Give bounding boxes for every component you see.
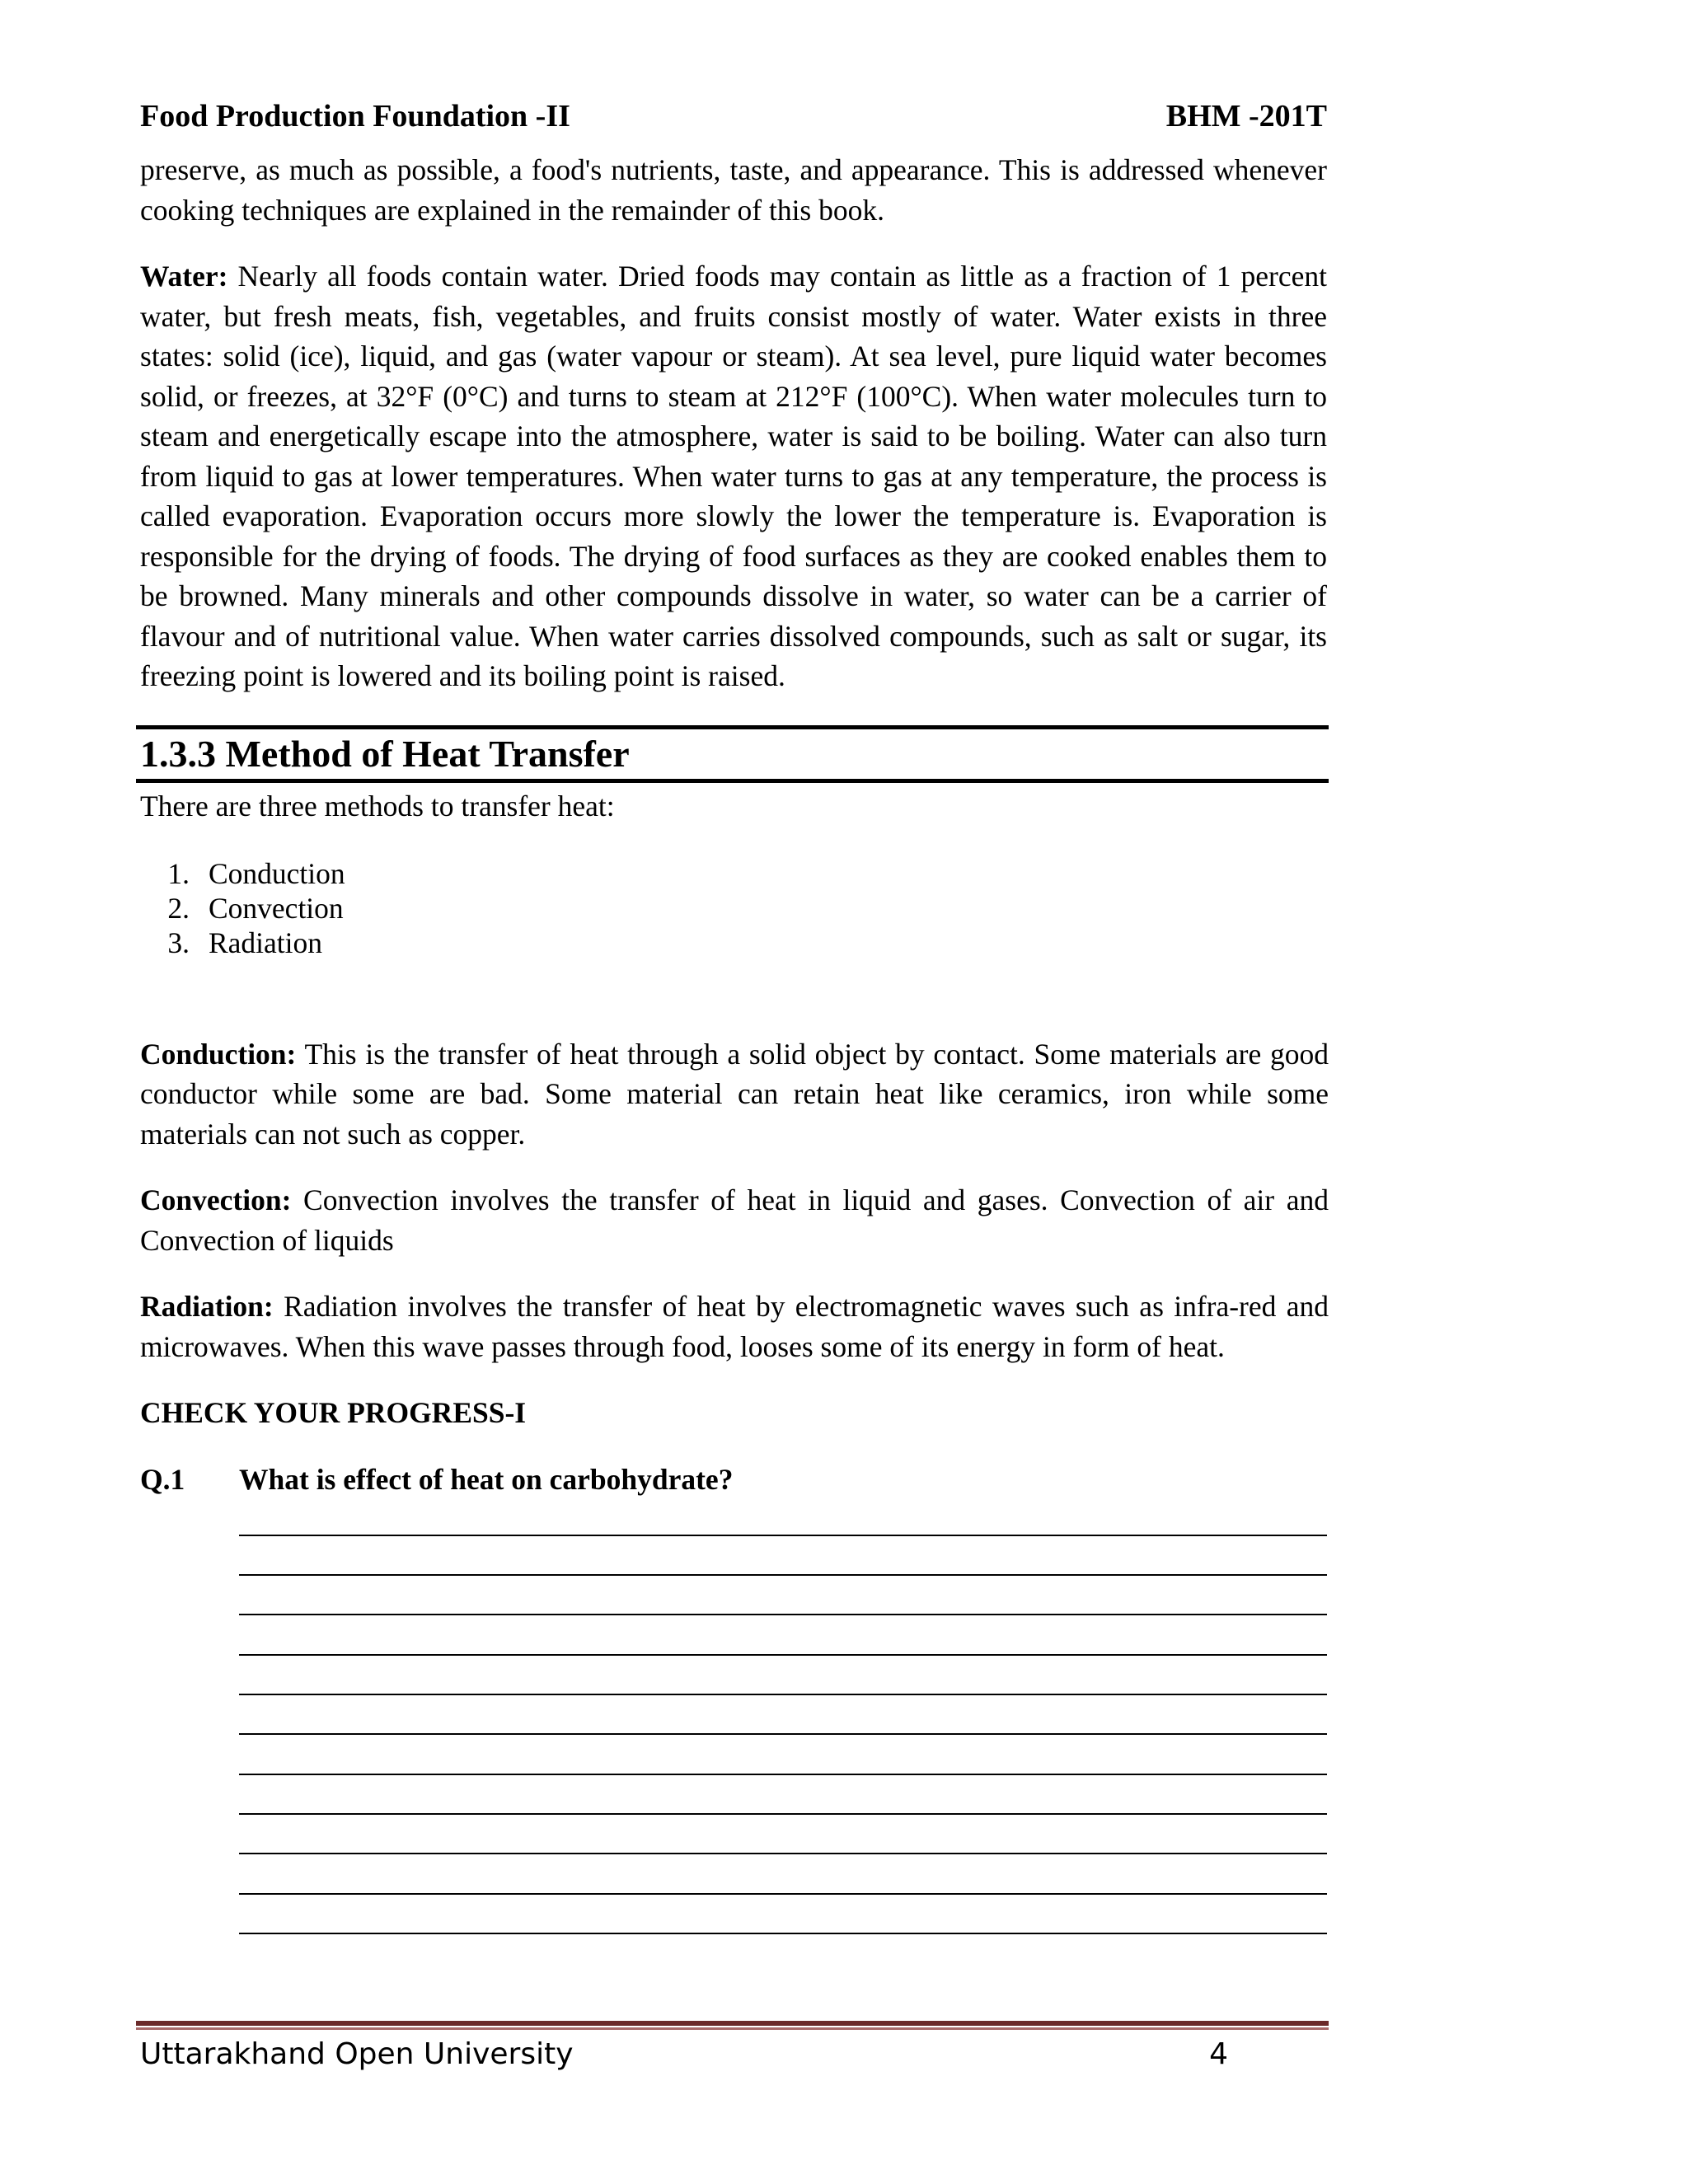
conduction-label: Conduction: [140, 1037, 297, 1071]
question-1 [140, 1460, 1329, 1499]
check-progress-heading: CHECK YOUR PROGRESS-I [140, 1396, 527, 1429]
footer-rule [136, 2021, 1329, 2030]
heat-transfer-section [136, 725, 1329, 1499]
page-content [140, 97, 1327, 696]
list-item: 2. Convection [167, 891, 344, 925]
question-text: What is effect of heat on carbohydrate? [239, 1462, 734, 1496]
convection-paragraph: Convection: Convection involves the transfer of heat in liquid and gases. Convection of air and Convection of liquids [140, 1183, 1329, 1257]
methods-list [140, 856, 1329, 960]
answer-line[interactable] [239, 1654, 1327, 1656]
water-paragraph [140, 256, 1327, 696]
running-header [140, 97, 1327, 135]
convection-label: Convection: [140, 1183, 292, 1216]
list-item: 1. Conduction [167, 856, 345, 890]
list-item: 3. Radiation [167, 926, 323, 959]
answer-line[interactable] [239, 1614, 1327, 1615]
answer-line[interactable] [239, 1574, 1327, 1576]
water-text: Nearly all foods contain water. Dried foods may contain as little as a fraction of 1 percent water, but fresh meats, fish, vegetables, and fruits consist mostly of water. Water exists in three states: solid (ice), liquid, and gas (water vapour or steam). At sea level, pure liquid water becomes solid, or freezes, at 32°F (0°C) and turns to steam at 212°F (100°C). When water molecules turn to steam and energetically escape into the atmosphere, water is said to be boiling. Water can also turn from liquid to gas at lower temperatures. When water turns to gas at any temperature, the process is called evaporation. Evaporation occurs more slowly the lower the temperature is. Evaporation is responsible for the drying of foods. The drying of food surfaces as they are cooked enables them to be browned. Many minerals and other compounds dissolve in water, so water can be a carrier of flavour and of nutritional value. When water carries dissolved compounds, such as salt or sugar, its freezing point is lowered and its boiling point is raised. [140, 260, 1327, 692]
question-number: Q.1 [140, 1462, 185, 1496]
conduction-paragraph: Conduction: This is the transfer of heat through a solid object by contact. Some materials are good conductor while some are bad. Some material can retain heat like ceramics, iron while some materials can not such as copper. [140, 1037, 1329, 1151]
footer-university: Uttarakhand Open University [140, 2037, 574, 2071]
radiation-label: Radiation: [140, 1290, 274, 1323]
radiation-paragraph: Radiation: Radiation involves the transfer of heat by electromagnetic waves such as infra-red and microwaves. When this wave passes through food, looses some of its energy in form of heat. [140, 1290, 1329, 1363]
answer-line[interactable] [239, 1893, 1327, 1895]
intro-paragraph: preserve, as much as possible, a food's nutrients, taste, and appearance. This is addressed whenever cooking techniques are explained in the remainder of this book. [140, 153, 1327, 227]
answer-line[interactable] [239, 1933, 1327, 1934]
water-label: Water: [140, 260, 228, 293]
answer-line[interactable] [239, 1774, 1327, 1775]
answer-line[interactable] [239, 1813, 1327, 1815]
section-rule-bottom [136, 779, 1329, 783]
answer-line[interactable] [239, 1853, 1327, 1854]
header-course-code: BHM -201T [1165, 99, 1327, 134]
answer-line[interactable] [239, 1733, 1327, 1735]
section-title: 1.3.3 Method of Heat Transfer [140, 733, 630, 775]
section-intro: There are three methods to transfer heat: [140, 790, 615, 823]
header-title: Food Production Foundation -II [140, 99, 570, 134]
page-footer [140, 2034, 1228, 2075]
answer-line[interactable] [239, 1694, 1327, 1695]
answer-line[interactable] [239, 1535, 1327, 1536]
page-number: 4 [1209, 2037, 1228, 2071]
